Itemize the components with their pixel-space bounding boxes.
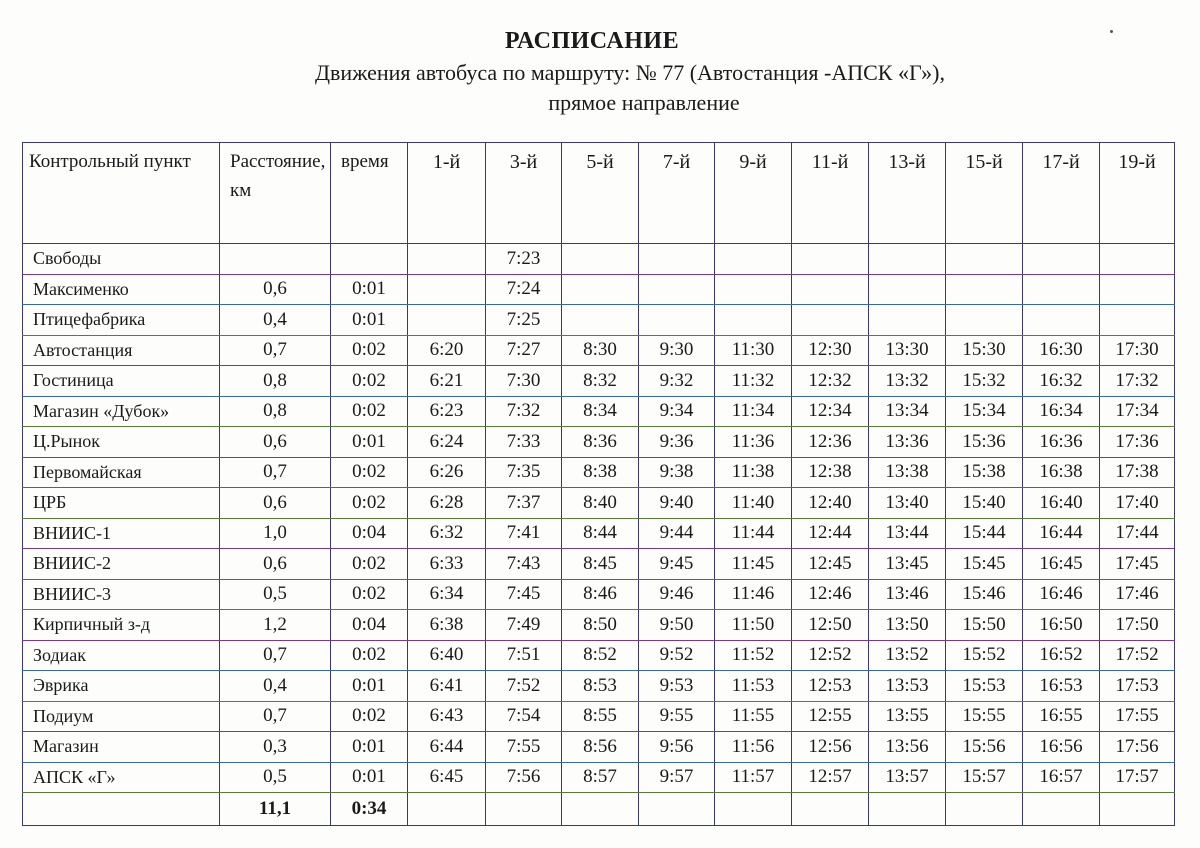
departure-time: 9:40 (639, 488, 715, 519)
table-row (23, 518, 1175, 549)
departure-time: 11:46 (715, 579, 792, 610)
departure-time: 12:55 (792, 701, 869, 732)
departure-time: 17:53 (1100, 671, 1175, 702)
departure-time: 9:57 (639, 762, 715, 793)
departure-time: 9:44 (639, 518, 715, 549)
departure-time: 7:56 (486, 762, 562, 793)
departure-time (408, 274, 486, 305)
departure-time: 12:30 (792, 335, 869, 366)
departure-time: 12:52 (792, 640, 869, 671)
departure-time (639, 305, 715, 336)
departure-time: 6:45 (408, 762, 486, 793)
departure-time: 16:30 (1023, 335, 1100, 366)
departure-time: 17:36 (1100, 427, 1175, 458)
distance-cell: 0,6 (220, 488, 331, 519)
departure-time: 12:57 (792, 762, 869, 793)
departure-time: 16:56 (1023, 732, 1100, 763)
departure-time: 7:37 (486, 488, 562, 519)
departure-time: 6:28 (408, 488, 486, 519)
departure-time: 16:55 (1023, 701, 1100, 732)
departure-time: 17:56 (1100, 732, 1175, 763)
departure-time: 12:53 (792, 671, 869, 702)
time-cell: 0:02 (331, 549, 408, 580)
departure-time (639, 274, 715, 305)
table-row (23, 732, 1175, 763)
stop-name: Автостанция (23, 335, 220, 366)
departure-time: 7:43 (486, 549, 562, 580)
departure-time: 6:40 (408, 640, 486, 671)
departure-time (562, 274, 639, 305)
col-header-distance: Расстояние, км (220, 143, 331, 244)
col-header-trip: 17-й (1023, 143, 1100, 244)
departure-time: 15:38 (946, 457, 1023, 488)
departure-time: 17:46 (1100, 579, 1175, 610)
stop-name: Эврика (23, 671, 220, 702)
departure-time: 8:52 (562, 640, 639, 671)
departure-time: 13:57 (869, 762, 946, 793)
table-row (23, 427, 1175, 458)
departure-time: 9:53 (639, 671, 715, 702)
departure-time: 12:36 (792, 427, 869, 458)
departure-time: 8:45 (562, 549, 639, 580)
table-row (23, 244, 1175, 275)
col-header-stop: Контрольный пункт (23, 143, 220, 244)
departure-time: 13:36 (869, 427, 946, 458)
table-row (23, 610, 1175, 641)
departure-time: 17:52 (1100, 640, 1175, 671)
departure-time: 13:45 (869, 549, 946, 580)
departure-time: 16:40 (1023, 488, 1100, 519)
departure-time: 12:38 (792, 457, 869, 488)
departure-time: 16:44 (1023, 518, 1100, 549)
stop-name: Магазин (23, 732, 220, 763)
departure-time: 8:50 (562, 610, 639, 641)
departure-time: 11:38 (715, 457, 792, 488)
departure-time (562, 244, 639, 275)
departure-time: 15:30 (946, 335, 1023, 366)
time-cell: 0:02 (331, 396, 408, 427)
table-row (23, 274, 1175, 305)
departure-time: 11:45 (715, 549, 792, 580)
stop-name: Подиум (23, 701, 220, 732)
departure-time (869, 274, 946, 305)
departure-time: 13:38 (869, 457, 946, 488)
departure-time (715, 274, 792, 305)
time-cell: 0:02 (331, 488, 408, 519)
departure-time: 8:56 (562, 732, 639, 763)
time-cell: 0:01 (331, 305, 408, 336)
departure-time (1100, 305, 1175, 336)
departure-time: 17:44 (1100, 518, 1175, 549)
stop-name: ВНИИС-1 (23, 518, 220, 549)
departure-time: 13:53 (869, 671, 946, 702)
departure-time (946, 244, 1023, 275)
departure-time: 6:43 (408, 701, 486, 732)
departure-time (1023, 244, 1100, 275)
time-cell: 0:01 (331, 274, 408, 305)
departure-time: 6:23 (408, 396, 486, 427)
table-row (23, 671, 1175, 702)
departure-time: 13:32 (869, 366, 946, 397)
total-time: 0:34 (331, 793, 408, 826)
departure-time: 17:38 (1100, 457, 1175, 488)
time-cell: 0:04 (331, 518, 408, 549)
departure-time: 13:55 (869, 701, 946, 732)
departure-time: 8:55 (562, 701, 639, 732)
departure-time: 7:55 (486, 732, 562, 763)
departure-time (639, 244, 715, 275)
departure-time: 6:41 (408, 671, 486, 702)
departure-time: 15:50 (946, 610, 1023, 641)
departure-time (408, 244, 486, 275)
departure-time: 16:57 (1023, 762, 1100, 793)
stop-name: АПСК «Г» (23, 762, 220, 793)
departure-time: 15:36 (946, 427, 1023, 458)
col-header-trip: 9-й (715, 143, 792, 244)
col-header-trip: 15-й (946, 143, 1023, 244)
departure-time: 16:34 (1023, 396, 1100, 427)
page-title: РАСПИСАНИЕ (504, 28, 680, 54)
departure-time: 11:50 (715, 610, 792, 641)
departure-time (869, 305, 946, 336)
scan-speck (1110, 30, 1113, 33)
table-row (23, 457, 1175, 488)
departure-time: 9:38 (639, 457, 715, 488)
time-cell: 0:02 (331, 335, 408, 366)
departure-time: 16:53 (1023, 671, 1100, 702)
departure-time: 15:34 (946, 396, 1023, 427)
departure-time: 7:51 (486, 640, 562, 671)
departure-time (792, 305, 869, 336)
departure-time: 16:46 (1023, 579, 1100, 610)
departure-time: 6:33 (408, 549, 486, 580)
departure-time: 9:56 (639, 732, 715, 763)
departure-time (1023, 274, 1100, 305)
departure-time (946, 274, 1023, 305)
distance-cell: 0,4 (220, 305, 331, 336)
time-cell: 0:01 (331, 671, 408, 702)
header-row (23, 143, 1175, 244)
departure-time: 15:44 (946, 518, 1023, 549)
departure-time: 13:52 (869, 640, 946, 671)
departure-time: 11:32 (715, 366, 792, 397)
distance-cell: 0,8 (220, 396, 331, 427)
col-header-trip: 19-й (1100, 143, 1175, 244)
distance-cell: 0,6 (220, 549, 331, 580)
departure-time: 8:46 (562, 579, 639, 610)
departure-time: 11:55 (715, 701, 792, 732)
departure-time: 15:40 (946, 488, 1023, 519)
table-row (23, 305, 1175, 336)
departure-time: 13:44 (869, 518, 946, 549)
departure-time: 13:50 (869, 610, 946, 641)
departure-time (869, 244, 946, 275)
departure-time: 8:32 (562, 366, 639, 397)
distance-cell: 0,3 (220, 732, 331, 763)
departure-time: 12:46 (792, 579, 869, 610)
departure-time: 6:26 (408, 457, 486, 488)
departure-time: 15:52 (946, 640, 1023, 671)
table-row (23, 396, 1175, 427)
departure-time: 6:32 (408, 518, 486, 549)
col-header-trip: 11-й (792, 143, 869, 244)
departure-time: 12:44 (792, 518, 869, 549)
departure-time: 6:34 (408, 579, 486, 610)
departure-time: 9:30 (639, 335, 715, 366)
time-cell: 0:02 (331, 457, 408, 488)
departure-time: 7:54 (486, 701, 562, 732)
col-header-trip: 13-й (869, 143, 946, 244)
route-subtitle: Движения автобуса по маршруту: № 77 (Автостанция -АПСК «Г»), (315, 60, 945, 85)
departure-time: 16:36 (1023, 427, 1100, 458)
departure-time: 12:56 (792, 732, 869, 763)
departure-time: 12:40 (792, 488, 869, 519)
departure-time: 17:50 (1100, 610, 1175, 641)
table-row (23, 366, 1175, 397)
departure-time: 7:30 (486, 366, 562, 397)
departure-time: 16:52 (1023, 640, 1100, 671)
distance-cell: 0,7 (220, 457, 331, 488)
departure-time: 7:35 (486, 457, 562, 488)
departure-time: 17:40 (1100, 488, 1175, 519)
totals-label-cell (23, 793, 220, 826)
departure-time: 9:36 (639, 427, 715, 458)
departure-time: 11:53 (715, 671, 792, 702)
departure-time: 8:34 (562, 396, 639, 427)
stop-name: Магазин «Дубок» (23, 396, 220, 427)
departure-time (1023, 305, 1100, 336)
departure-time: 15:57 (946, 762, 1023, 793)
stop-name: ЦРБ (23, 488, 220, 519)
departure-time: 15:46 (946, 579, 1023, 610)
col-header-time: время (331, 143, 408, 244)
distance-cell: 0,5 (220, 762, 331, 793)
time-cell: 0:01 (331, 762, 408, 793)
departure-time: 12:34 (792, 396, 869, 427)
distance-cell: 0,8 (220, 366, 331, 397)
departure-time: 9:52 (639, 640, 715, 671)
stop-name: Максименко (23, 274, 220, 305)
departure-time: 9:32 (639, 366, 715, 397)
time-cell: 0:02 (331, 366, 408, 397)
col-header-trip: 3-й (486, 143, 562, 244)
route-direction: прямое направление (548, 90, 740, 115)
stop-name: Первомайская (23, 457, 220, 488)
distance-cell: 0,7 (220, 335, 331, 366)
table-row (23, 701, 1175, 732)
departure-time: 13:56 (869, 732, 946, 763)
distance-cell: 0,6 (220, 427, 331, 458)
departure-time: 15:55 (946, 701, 1023, 732)
departure-time: 12:32 (792, 366, 869, 397)
departure-time: 15:45 (946, 549, 1023, 580)
departure-time: 7:52 (486, 671, 562, 702)
departure-time (715, 305, 792, 336)
departure-time: 8:40 (562, 488, 639, 519)
departure-time: 6:20 (408, 335, 486, 366)
stop-name: Кирпичный з-д (23, 610, 220, 641)
departure-time (792, 274, 869, 305)
table-row (23, 579, 1175, 610)
departure-time: 11:34 (715, 396, 792, 427)
col-header-trip: 1-й (408, 143, 486, 244)
distance-cell (220, 244, 331, 275)
departure-time (946, 305, 1023, 336)
departure-time: 9:46 (639, 579, 715, 610)
distance-cell: 0,7 (220, 640, 331, 671)
departure-time: 13:40 (869, 488, 946, 519)
stop-name: ВНИИС-3 (23, 579, 220, 610)
distance-cell: 0,6 (220, 274, 331, 305)
total-distance: 11,1 (220, 793, 331, 826)
table-row (23, 762, 1175, 793)
departure-time: 7:49 (486, 610, 562, 641)
departure-time: 15:32 (946, 366, 1023, 397)
table-row (23, 640, 1175, 671)
departure-time: 9:50 (639, 610, 715, 641)
departure-time: 9:45 (639, 549, 715, 580)
stop-name: Гостиница (23, 366, 220, 397)
time-cell: 0:02 (331, 579, 408, 610)
departure-time: 17:30 (1100, 335, 1175, 366)
distance-cell: 0,7 (220, 701, 331, 732)
departure-time: 6:21 (408, 366, 486, 397)
departure-time: 13:30 (869, 335, 946, 366)
departure-time: 11:52 (715, 640, 792, 671)
time-cell: 0:01 (331, 427, 408, 458)
departure-time: 7:33 (486, 427, 562, 458)
time-cell: 0:02 (331, 701, 408, 732)
time-cell: 0:01 (331, 732, 408, 763)
departure-time: 8:44 (562, 518, 639, 549)
departure-time: 7:25 (486, 305, 562, 336)
time-cell (331, 244, 408, 275)
departure-time: 12:45 (792, 549, 869, 580)
departure-time: 17:32 (1100, 366, 1175, 397)
departure-time: 8:30 (562, 335, 639, 366)
col-header-trip: 5-й (562, 143, 639, 244)
departure-time: 8:38 (562, 457, 639, 488)
departure-time (715, 244, 792, 275)
departure-time: 15:56 (946, 732, 1023, 763)
stop-name: Птицефабрика (23, 305, 220, 336)
departure-time: 11:56 (715, 732, 792, 763)
distance-cell: 1,2 (220, 610, 331, 641)
departure-time: 6:24 (408, 427, 486, 458)
departure-time: 7:27 (486, 335, 562, 366)
departure-time: 16:45 (1023, 549, 1100, 580)
departure-time: 13:34 (869, 396, 946, 427)
distance-cell: 1,0 (220, 518, 331, 549)
schedule-table (22, 142, 1175, 826)
departure-time: 8:53 (562, 671, 639, 702)
table-row (23, 549, 1175, 580)
totals-row (23, 793, 1175, 826)
departure-time (1100, 274, 1175, 305)
departure-time: 11:57 (715, 762, 792, 793)
stop-name: Ц.Рынок (23, 427, 220, 458)
distance-cell: 0,4 (220, 671, 331, 702)
departure-time: 17:55 (1100, 701, 1175, 732)
departure-time (408, 305, 486, 336)
departure-time: 16:50 (1023, 610, 1100, 641)
departure-time: 15:53 (946, 671, 1023, 702)
stop-name: Свободы (23, 244, 220, 275)
table-row (23, 488, 1175, 519)
departure-time: 6:44 (408, 732, 486, 763)
departure-time: 17:34 (1100, 396, 1175, 427)
departure-time: 16:32 (1023, 366, 1100, 397)
departure-time: 7:23 (486, 244, 562, 275)
departure-time: 8:57 (562, 762, 639, 793)
departure-time: 13:46 (869, 579, 946, 610)
stop-name: Зодиак (23, 640, 220, 671)
departure-time: 11:30 (715, 335, 792, 366)
departure-time: 7:45 (486, 579, 562, 610)
stop-name: ВНИИС-2 (23, 549, 220, 580)
table-row (23, 335, 1175, 366)
departure-time: 17:45 (1100, 549, 1175, 580)
departure-time: 11:36 (715, 427, 792, 458)
departure-time: 8:36 (562, 427, 639, 458)
departure-time: 9:34 (639, 396, 715, 427)
departure-time: 11:44 (715, 518, 792, 549)
time-cell: 0:04 (331, 610, 408, 641)
distance-cell: 0,5 (220, 579, 331, 610)
departure-time (792, 244, 869, 275)
time-cell: 0:02 (331, 640, 408, 671)
departure-time (562, 305, 639, 336)
col-header-trip: 7-й (639, 143, 715, 244)
departure-time: 17:57 (1100, 762, 1175, 793)
departure-time: 11:40 (715, 488, 792, 519)
departure-time: 12:50 (792, 610, 869, 641)
departure-time: 9:55 (639, 701, 715, 732)
departure-time: 7:32 (486, 396, 562, 427)
departure-time: 6:38 (408, 610, 486, 641)
departure-time: 7:41 (486, 518, 562, 549)
departure-time: 16:38 (1023, 457, 1100, 488)
departure-time: 7:24 (486, 274, 562, 305)
departure-time (1100, 244, 1175, 275)
